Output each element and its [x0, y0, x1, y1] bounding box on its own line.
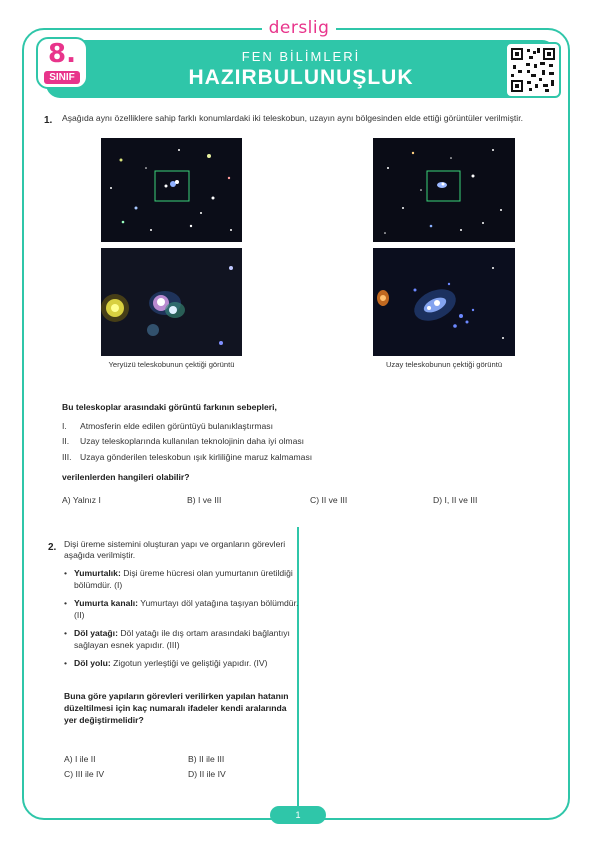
question-1-intro: Aşağıda aynı özelliklere sahip farklı konumlardaki iki teleskobun, uzayın aynı bölgesinden elde ettiği görüntüler verilmiştir.	[62, 113, 523, 123]
item-text: Dişi üreme hücresi olan yumurtanın üretildiği bölümdür. (I)	[74, 568, 293, 590]
item-text: Zigotun yerleştiği ve geliştiği yapıdır. (IV)	[113, 658, 268, 668]
item-text: Uzay teleskoplarında kullanılan teknolojinin daha iyi olması	[80, 436, 305, 446]
space-telescope-wide-image	[373, 138, 515, 242]
caption-space-telescope: Uzay teleskobunun çektiği görüntü	[385, 360, 503, 369]
q2-option-b[interactable]: B) II ile III	[188, 754, 225, 764]
item-key: Döl yatağı:	[74, 628, 118, 638]
earth-telescope-wide-image	[101, 138, 242, 242]
item-key: Yumurtalık:	[74, 568, 121, 578]
item-key: Yumurta kanalı:	[74, 598, 138, 608]
question-2-intro: Dişi üreme sistemini oluşturan yapı ve organların görevleri aşağıda verilmiştir.	[64, 539, 286, 560]
list-item: • Yumurta kanalı: Yumurtayı döl yatağına taşıyan bölümdür. (II)	[64, 598, 299, 620]
list-item: • Döl yatağı: Döl yatağı ile dış ortam arasındaki bağlantıyı sağlayan esnek yapıdır. (III)	[64, 628, 290, 650]
item-text: Atmosferin elde edilen görüntüyü bulanıklaştırması	[80, 421, 273, 431]
header-banner	[46, 40, 556, 98]
qr-code-icon	[505, 42, 561, 98]
subject-label: FEN BİLİMLERİ	[241, 49, 361, 64]
item-text: Uzaya gönderilen teleskobun ışık kirliliğine maruz kalmaması	[80, 452, 313, 462]
item-number: III.	[62, 452, 72, 462]
item-number: II.	[62, 436, 70, 446]
grade-label: SINIF	[44, 71, 80, 84]
question-1-stem: Bu teleskoplar arasındaki görüntü farkının sebepleri,	[62, 402, 277, 412]
page-number: 1	[270, 806, 326, 824]
question-1-number: 1.	[44, 115, 53, 126]
grade-number: 8.	[48, 39, 76, 69]
q1-option-b[interactable]: B) I ve III	[187, 495, 222, 505]
item-key: Döl yolu:	[74, 658, 111, 668]
q2-option-a[interactable]: A) I ile II	[64, 754, 96, 764]
question-2-number: 2.	[48, 542, 57, 553]
list-item: • Döl yolu: Zigotun yerleştiği ve geliştiği yapıdır. (IV)	[64, 658, 268, 668]
q1-option-d[interactable]: D) I, II ve III	[433, 495, 478, 505]
item-text: Yumurtayı döl yatağına taşıyan bölümdür. (II)	[74, 598, 299, 620]
q2-option-d[interactable]: D) II ile IV	[188, 769, 226, 779]
space-telescope-zoomed-image	[373, 248, 515, 356]
caption-earth-telescope: Yeryüzü teleskobunun çektiği görüntü	[108, 360, 235, 369]
item-number: I.	[62, 421, 67, 431]
question-2-prompt: Buna göre yapıların görevleri verilirken yapılan hatanın düzeltilmesi için kaç numaralı ifadeler kendi aralarında yer değiştirmelidir?	[64, 691, 289, 725]
grade-badge	[36, 37, 88, 89]
q2-option-c[interactable]: C) III ile IV	[64, 769, 105, 779]
page-title: HAZIRBULUNUŞLUK	[188, 66, 414, 89]
earth-telescope-zoomed-image	[101, 248, 242, 356]
question-1-prompt: verilenlerden hangileri olabilir?	[62, 472, 190, 482]
item-text: Döl yatağı ile dış ortam arasındaki bağlantıyı sağlayan esnek yapıdır. (III)	[74, 628, 290, 650]
brand-logo: derslig	[262, 16, 336, 40]
list-item: • Yumurtalık: Dişi üreme hücresi olan yumurtanın üretildiği bölümdür. (I)	[64, 568, 293, 590]
q1-option-a[interactable]: A) Yalnız I	[62, 495, 101, 505]
q1-option-c[interactable]: C) II ve III	[310, 495, 348, 505]
